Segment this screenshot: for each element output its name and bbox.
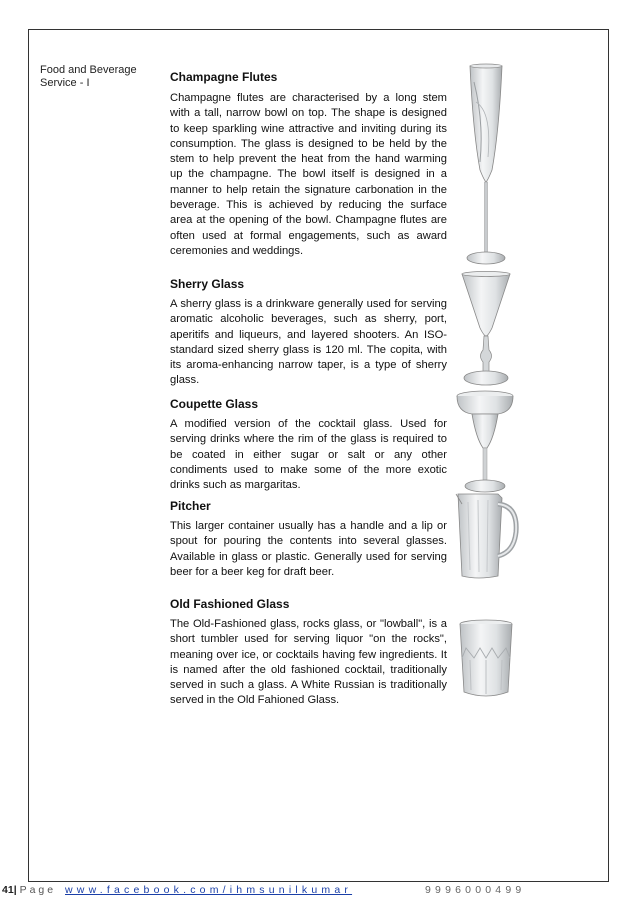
page-word: Page xyxy=(19,884,57,896)
section-body: This larger container usually has a handle and a lip or spout for pouring the contents into several glasses. Available in glass or plastic. Generally used for serving beer for a beer keg for draft beer. xyxy=(170,520,447,578)
section-champagne-flutes xyxy=(170,70,447,259)
section-body: A modified version of the cocktail glass. Used for serving drinks where the rim of the glass is required to be coated in either sugar or salt or any other condiments used to make some of the more exotic drinks such as margaritas. xyxy=(170,418,447,492)
page-number: 41 xyxy=(2,884,14,896)
sherry-glass-image xyxy=(458,270,514,390)
section-title: Pitcher xyxy=(170,499,211,513)
old-fashioned-glass-image xyxy=(456,618,516,702)
section-sherry-glass xyxy=(170,277,447,389)
page-number-label xyxy=(2,884,56,896)
section-body: The Old-Fashioned glass, rocks glass, or "lowball", is a short tumbler used for serving liquor "on the rocks", meaning over ice, or cocktails having few ingredients. It is named after the old fashioned cocktail, traditionally served in such a glass. A White Russian is traditionally served in the Old Fahioned Glass. xyxy=(170,618,447,707)
facebook-link[interactable]: www.facebook.com/ihmsunilkumar xyxy=(65,884,353,896)
coupette-glass-image xyxy=(454,388,516,496)
section-body: Champagne flutes are characterised by a long stem with a tall, narrow bowl on top. The shape is designed to keep sparkling wine attractive and inviting during its consumption. The glass is designed to be held by the stem to help prevent the heat from the hand warming up the champagne. The bowl itself is designed in a manner to help retain the signature carbonation in the beverage. This is achieved by reducing the surface area at the opening of the bowl. Champagne flutes are often used at formal engagements, such as award ceremonies and weddings. xyxy=(170,92,447,257)
section-title: Coupette Glass xyxy=(170,397,259,411)
section-title: Champagne Flutes xyxy=(170,70,278,84)
page-separator: | xyxy=(13,884,17,896)
section-body: A sherry glass is a drinkware generally used for serving aromatic alcoholic beverages, such as sherry, port, aperitifs and liqueurs, and layered shooters. An ISO-standard sized sherry glass is 120 ml. The copita, with its aroma-enhancing narrow taper, is a type of sherry glass. xyxy=(170,298,447,387)
section-coupette-glass xyxy=(170,397,447,493)
section-title: Old Fashioned Glass xyxy=(170,597,290,611)
section-pitcher xyxy=(170,499,447,580)
page-footer xyxy=(0,884,638,900)
phone-number: 9996000499 xyxy=(425,884,526,896)
side-label: Food and Beverage Service - I xyxy=(40,64,137,89)
pitcher-image xyxy=(452,490,522,582)
champagne-flute-glass-image xyxy=(462,62,510,272)
section-title: Sherry Glass xyxy=(170,277,245,291)
section-old-fashioned-glass xyxy=(170,597,447,709)
